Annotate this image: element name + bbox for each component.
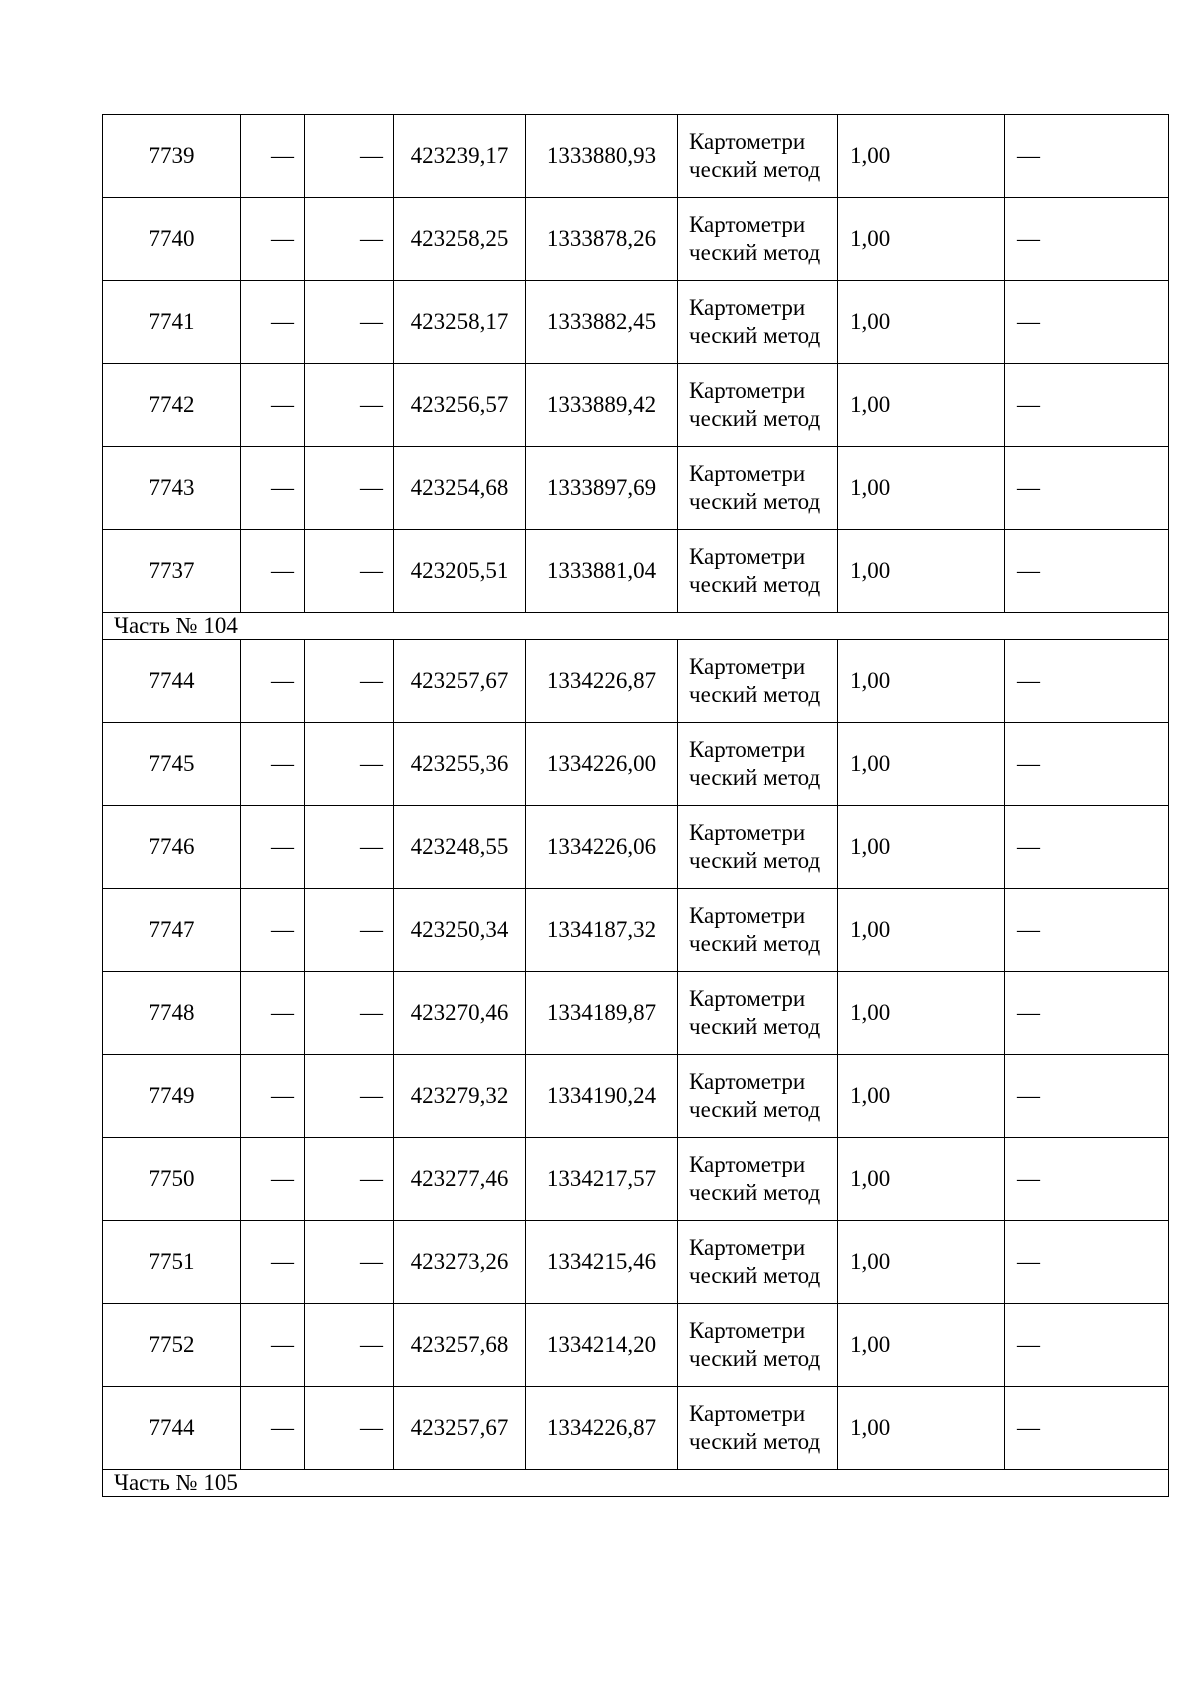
dash-cell: — (241, 1221, 305, 1304)
y-coordinate-cell: 1333881,04 (526, 530, 678, 613)
point-number-cell: 7739 (103, 115, 241, 198)
y-coordinate-cell: 1334226,87 (526, 1387, 678, 1470)
x-coordinate-cell: 423257,68 (394, 1304, 526, 1387)
point-number-cell: 7741 (103, 281, 241, 364)
accuracy-cell: 1,00 (838, 115, 1005, 198)
point-number-cell: 7737 (103, 530, 241, 613)
x-coordinate-cell: 423279,32 (394, 1055, 526, 1138)
accuracy-cell: 1,00 (838, 723, 1005, 806)
table-row (103, 115, 1169, 198)
accuracy-cell: 1,00 (838, 806, 1005, 889)
y-coordinate-cell: 1334226,06 (526, 806, 678, 889)
dash-cell: — (305, 640, 394, 723)
y-coordinate-cell: 1333882,45 (526, 281, 678, 364)
x-coordinate-cell: 423256,57 (394, 364, 526, 447)
dash-cell: — (241, 1304, 305, 1387)
point-number-cell: 7744 (103, 640, 241, 723)
dash-cell: — (241, 889, 305, 972)
accuracy-cell: 1,00 (838, 972, 1005, 1055)
note-cell: — (1005, 806, 1169, 889)
point-number-cell: 7746 (103, 806, 241, 889)
note-cell: — (1005, 1304, 1169, 1387)
table-row (103, 723, 1169, 806)
y-coordinate-cell: 1334226,00 (526, 723, 678, 806)
dash-cell: — (241, 198, 305, 281)
dash-cell: — (241, 1138, 305, 1221)
y-coordinate-cell: 1333880,93 (526, 115, 678, 198)
y-coordinate-cell: 1334217,57 (526, 1138, 678, 1221)
method-cell: Картометри ческий метод (678, 364, 838, 447)
table-row (103, 1304, 1169, 1387)
part-header-row (103, 1470, 1169, 1497)
dash-cell: — (305, 115, 394, 198)
note-cell: — (1005, 281, 1169, 364)
point-number-cell: 7747 (103, 889, 241, 972)
dash-cell: — (305, 1221, 394, 1304)
table-row (103, 1221, 1169, 1304)
dash-cell: — (305, 281, 394, 364)
y-coordinate-cell: 1334215,46 (526, 1221, 678, 1304)
y-coordinate-cell: 1334214,20 (526, 1304, 678, 1387)
note-cell: — (1005, 115, 1169, 198)
x-coordinate-cell: 423205,51 (394, 530, 526, 613)
method-cell: Картометри ческий метод (678, 115, 838, 198)
note-cell: — (1005, 1387, 1169, 1470)
dash-cell: — (305, 447, 394, 530)
dash-cell: — (241, 364, 305, 447)
table-row (103, 281, 1169, 364)
table-row (103, 530, 1169, 613)
accuracy-cell: 1,00 (838, 530, 1005, 613)
dash-cell: — (305, 364, 394, 447)
dash-cell: — (241, 530, 305, 613)
dash-cell: — (305, 1304, 394, 1387)
dash-cell: — (241, 806, 305, 889)
dash-cell: — (305, 723, 394, 806)
y-coordinate-cell: 1334187,32 (526, 889, 678, 972)
table-row (103, 640, 1169, 723)
accuracy-cell: 1,00 (838, 198, 1005, 281)
method-cell: Картометри ческий метод (678, 640, 838, 723)
point-number-cell: 7749 (103, 1055, 241, 1138)
part-header-row (103, 613, 1169, 640)
point-number-cell: 7750 (103, 1138, 241, 1221)
dash-cell: — (241, 972, 305, 1055)
y-coordinate-cell: 1334190,24 (526, 1055, 678, 1138)
coordinates-table (102, 114, 1169, 1497)
point-number-cell: 7752 (103, 1304, 241, 1387)
accuracy-cell: 1,00 (838, 1138, 1005, 1221)
y-coordinate-cell: 1334189,87 (526, 972, 678, 1055)
note-cell: — (1005, 889, 1169, 972)
method-cell: Картометри ческий метод (678, 972, 838, 1055)
point-number-cell: 7744 (103, 1387, 241, 1470)
table-row (103, 889, 1169, 972)
point-number-cell: 7743 (103, 447, 241, 530)
dash-cell: — (305, 530, 394, 613)
method-cell: Картометри ческий метод (678, 1138, 838, 1221)
part-label: Часть № 104 (103, 613, 1169, 640)
note-cell: — (1005, 198, 1169, 281)
table-row (103, 364, 1169, 447)
method-cell: Картометри ческий метод (678, 198, 838, 281)
x-coordinate-cell: 423277,46 (394, 1138, 526, 1221)
method-cell: Картометри ческий метод (678, 806, 838, 889)
accuracy-cell: 1,00 (838, 281, 1005, 364)
method-cell: Картометри ческий метод (678, 1304, 838, 1387)
dash-cell: — (305, 198, 394, 281)
dash-cell: — (241, 723, 305, 806)
dash-cell: — (305, 972, 394, 1055)
dash-cell: — (241, 281, 305, 364)
x-coordinate-cell: 423257,67 (394, 640, 526, 723)
dash-cell: — (241, 115, 305, 198)
table-row (103, 1387, 1169, 1470)
note-cell: — (1005, 447, 1169, 530)
method-cell: Картометри ческий метод (678, 1221, 838, 1304)
table-row (103, 447, 1169, 530)
x-coordinate-cell: 423255,36 (394, 723, 526, 806)
accuracy-cell: 1,00 (838, 640, 1005, 723)
dash-cell: — (305, 1138, 394, 1221)
method-cell: Картометри ческий метод (678, 530, 838, 613)
dash-cell: — (305, 806, 394, 889)
note-cell: — (1005, 530, 1169, 613)
table-row (103, 972, 1169, 1055)
table-row (103, 1138, 1169, 1221)
accuracy-cell: 1,00 (838, 1304, 1005, 1387)
dash-cell: — (305, 889, 394, 972)
accuracy-cell: 1,00 (838, 1221, 1005, 1304)
dash-cell: — (305, 1387, 394, 1470)
y-coordinate-cell: 1333878,26 (526, 198, 678, 281)
accuracy-cell: 1,00 (838, 364, 1005, 447)
dash-cell: — (241, 1055, 305, 1138)
x-coordinate-cell: 423250,34 (394, 889, 526, 972)
dash-cell: — (241, 640, 305, 723)
method-cell: Картометри ческий метод (678, 889, 838, 972)
method-cell: Картометри ческий метод (678, 281, 838, 364)
coordinates-table-body (103, 115, 1169, 1497)
x-coordinate-cell: 423239,17 (394, 115, 526, 198)
y-coordinate-cell: 1333897,69 (526, 447, 678, 530)
point-number-cell: 7748 (103, 972, 241, 1055)
x-coordinate-cell: 423258,25 (394, 198, 526, 281)
note-cell: — (1005, 972, 1169, 1055)
dash-cell: — (241, 447, 305, 530)
accuracy-cell: 1,00 (838, 1387, 1005, 1470)
point-number-cell: 7745 (103, 723, 241, 806)
table-row (103, 1055, 1169, 1138)
method-cell: Картометри ческий метод (678, 447, 838, 530)
part-label: Часть № 105 (103, 1470, 1169, 1497)
x-coordinate-cell: 423248,55 (394, 806, 526, 889)
dash-cell: — (305, 1055, 394, 1138)
y-coordinate-cell: 1334226,87 (526, 640, 678, 723)
table-row (103, 806, 1169, 889)
x-coordinate-cell: 423258,17 (394, 281, 526, 364)
x-coordinate-cell: 423257,67 (394, 1387, 526, 1470)
method-cell: Картометри ческий метод (678, 1055, 838, 1138)
note-cell: — (1005, 1221, 1169, 1304)
note-cell: — (1005, 364, 1169, 447)
accuracy-cell: 1,00 (838, 889, 1005, 972)
x-coordinate-cell: 423270,46 (394, 972, 526, 1055)
note-cell: — (1005, 1055, 1169, 1138)
note-cell: — (1005, 1138, 1169, 1221)
note-cell: — (1005, 640, 1169, 723)
table-row (103, 198, 1169, 281)
y-coordinate-cell: 1333889,42 (526, 364, 678, 447)
accuracy-cell: 1,00 (838, 447, 1005, 530)
point-number-cell: 7742 (103, 364, 241, 447)
method-cell: Картометри ческий метод (678, 723, 838, 806)
method-cell: Картометри ческий метод (678, 1387, 838, 1470)
note-cell: — (1005, 723, 1169, 806)
point-number-cell: 7751 (103, 1221, 241, 1304)
point-number-cell: 7740 (103, 198, 241, 281)
dash-cell: — (241, 1387, 305, 1470)
x-coordinate-cell: 423254,68 (394, 447, 526, 530)
accuracy-cell: 1,00 (838, 1055, 1005, 1138)
x-coordinate-cell: 423273,26 (394, 1221, 526, 1304)
